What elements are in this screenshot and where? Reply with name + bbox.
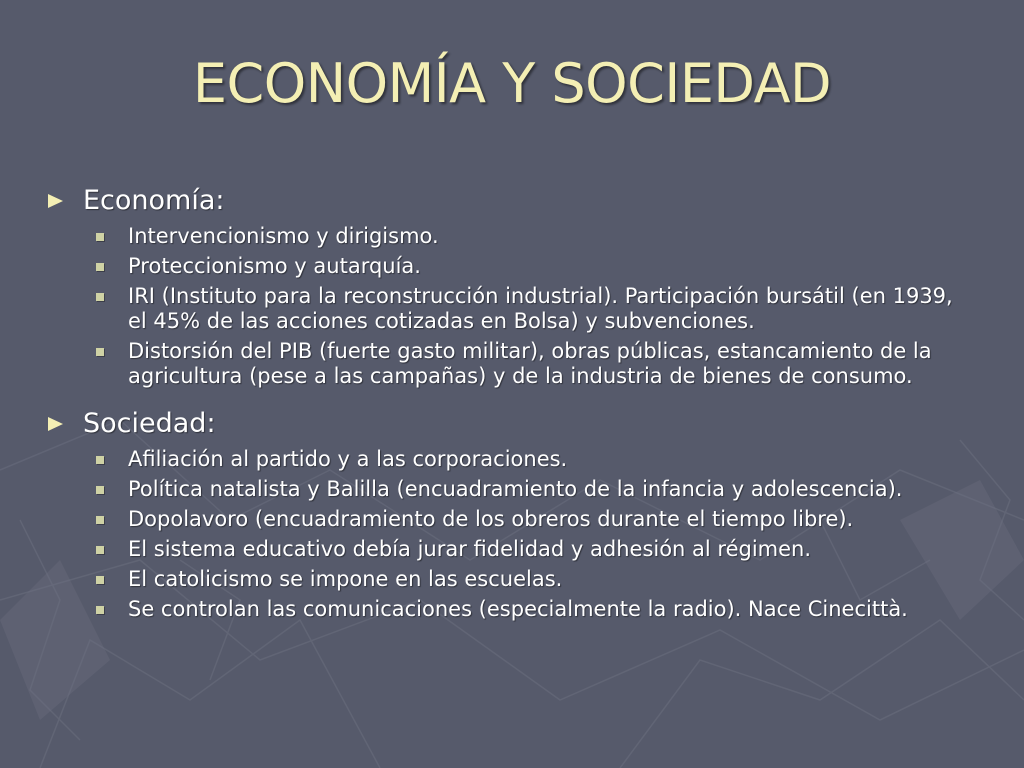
section-heading-label: Sociedad: (83, 407, 216, 439)
list-item (96, 254, 978, 279)
list-item-text: Política natalista y Balilla (encuadramiento de la infancia y adolescencia). (128, 477, 903, 501)
list-item (96, 339, 978, 389)
bullet-list (48, 447, 978, 622)
list-item-text: Proteccionismo y autarquía. (128, 254, 421, 278)
square-bullet-icon (96, 456, 104, 464)
list-item (96, 224, 978, 249)
triangle-arrow-icon (48, 417, 63, 431)
list-item-text: Intervencionismo y dirigismo. (128, 224, 439, 248)
section-heading (48, 403, 978, 443)
list-item (96, 477, 978, 502)
square-bullet-icon (96, 516, 104, 524)
list-item-text: Distorsión del PIB (fuerte gasto militar), obras públicas, estancamiento de la agricultura (pese a las campañas) y de la industria de bienes de consumo. (128, 339, 932, 388)
slide-title: ECONOMÍA Y SOCIEDAD (192, 52, 832, 115)
list-item (96, 597, 978, 622)
section-heading-label: Economía: (83, 184, 225, 216)
square-bullet-icon (96, 486, 104, 494)
list-item (96, 507, 978, 532)
square-bullet-icon (96, 233, 104, 241)
list-item-text: IRI (Instituto para la reconstrucción industrial). Participación bursátil (en 1939, el 45% de las acciones cotizadas en Bolsa) y subvenciones. (128, 284, 953, 333)
section-sociedad (48, 403, 978, 622)
square-bullet-icon (96, 546, 104, 554)
list-item (96, 567, 978, 592)
triangle-arrow-icon (48, 194, 63, 208)
list-item (96, 284, 978, 334)
list-item-text: Afiliación al partido y a las corporaciones. (128, 447, 568, 471)
list-item (96, 537, 978, 562)
list-item-text: Dopolavoro (encuadramiento de los obreros durante el tiempo libre). (128, 507, 854, 531)
square-bullet-icon (96, 576, 104, 584)
section-economia (48, 180, 978, 389)
bullet-list (48, 224, 978, 389)
list-item-text: Se controlan las comunicaciones (especialmente la radio). Nace Cinecittà. (128, 597, 908, 621)
square-bullet-icon (96, 263, 104, 271)
section-heading (48, 180, 978, 220)
square-bullet-icon (96, 293, 104, 301)
list-item (96, 447, 978, 472)
list-item-text: El catolicismo se impone en las escuelas. (128, 567, 563, 591)
square-bullet-icon (96, 606, 104, 614)
list-item-text: El sistema educativo debía jurar fidelidad y adhesión al régimen. (128, 537, 812, 561)
square-bullet-icon (96, 348, 104, 356)
slide-body (48, 180, 978, 636)
